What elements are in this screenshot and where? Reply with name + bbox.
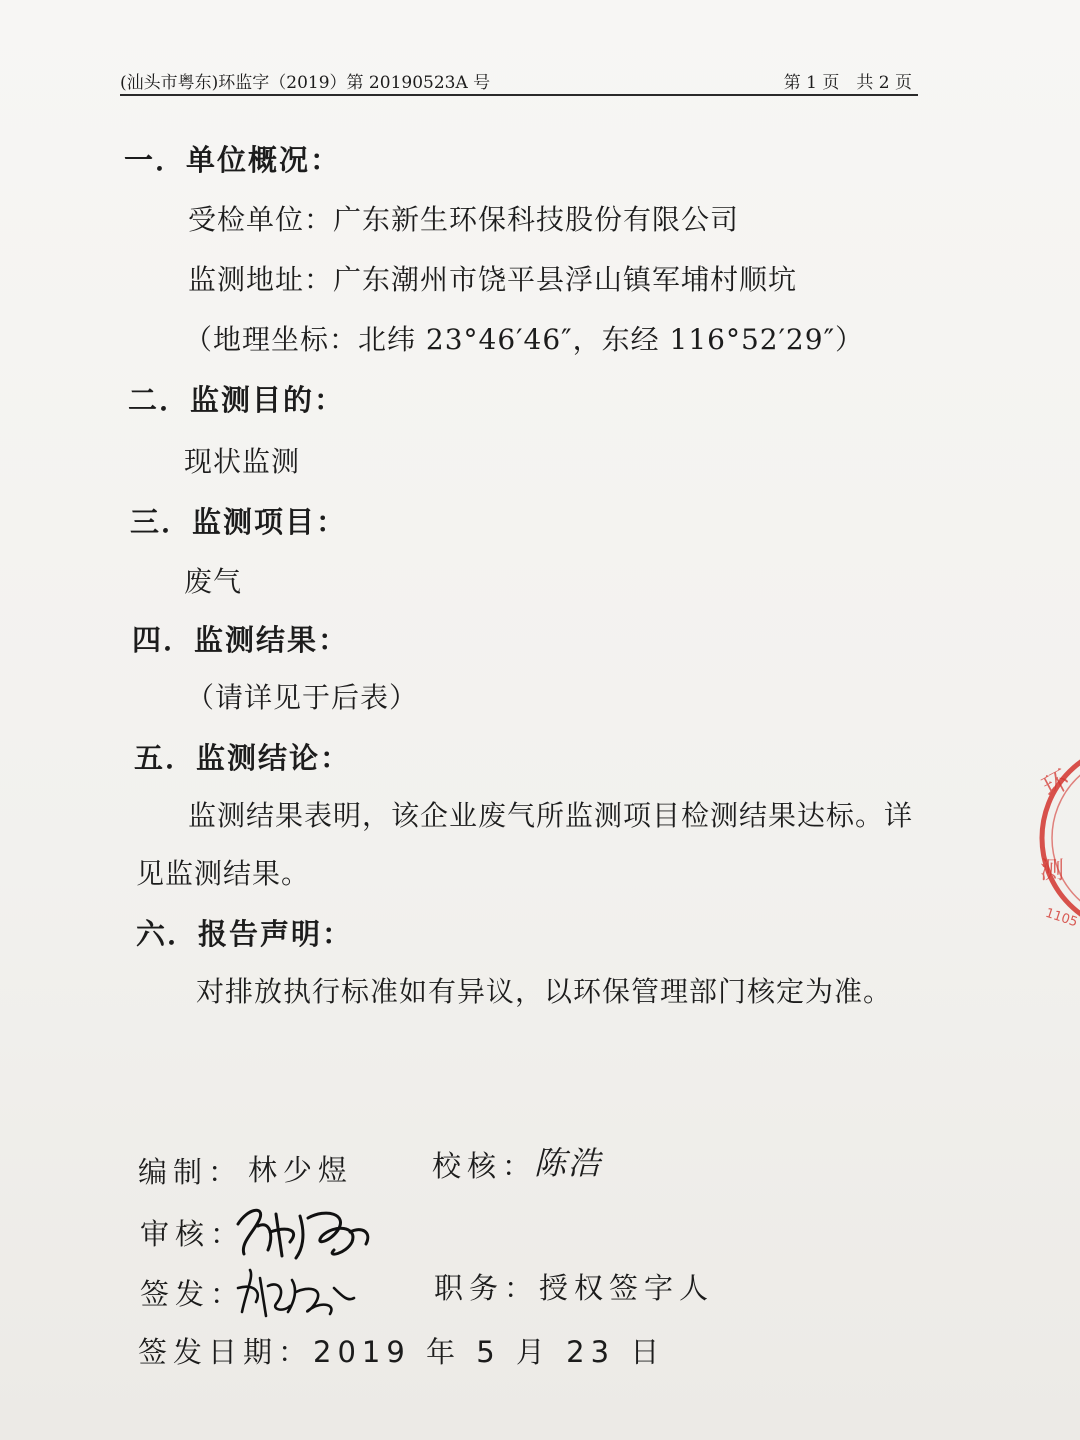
issuer-signature [232, 1262, 362, 1322]
geo-coordinates: （地理坐标：北纬 23°46′46″，东经 116°52′29″） [184, 323, 865, 356]
issuer-label: 签发： [140, 1277, 246, 1311]
reviewer-label: 审核： [140, 1217, 246, 1251]
stamp-number: 1105 [1043, 905, 1080, 931]
inspected-unit: 受检单位：广东新生环保科技股份有限公司 [188, 203, 740, 236]
report-statement: 对排放执行标准如有异议，以环保管理部门核定为准。 [196, 975, 893, 1008]
section-1-title: 一．单位概况： [124, 143, 342, 177]
document-number: (汕头市粤东)环监字（2019）第 20190523A 号 [120, 73, 491, 93]
section-6-title: 六．报告声明： [136, 917, 354, 951]
section-4-title: 四．监测结果： [132, 623, 350, 657]
checker-name: 陈浩 [534, 1144, 603, 1182]
section-2-title: 二．监测目的： [128, 383, 346, 417]
document-header [120, 64, 918, 96]
section-5-title: 五．监测结论： [134, 741, 352, 775]
monitoring-address: 监测地址：广东潮州市饶平县浮山镇军埔村顺坑 [188, 263, 798, 296]
conclusion-line-1: 监测结果表明，该企业废气所监测项目检测结果达标。详 [188, 799, 914, 832]
monitoring-purpose: 现状监测 [184, 445, 301, 478]
monitoring-items: 废气 [184, 565, 243, 598]
monitoring-results-note: （请详见于后表） [186, 681, 419, 714]
issue-date: 签发日期：2019 年 5 月 23 日 [138, 1335, 666, 1369]
position-title: 职务：授权签字人 [434, 1271, 715, 1305]
section-3-title: 三．监测项目： [130, 505, 348, 539]
compiler-label: 编制： [138, 1155, 244, 1189]
page-info: 第 1 页 共 2 页 [783, 73, 912, 93]
checker-label: 校核： [432, 1149, 538, 1183]
compiler-name: 林少煜 [248, 1153, 354, 1187]
reviewer-signature [230, 1196, 380, 1266]
svg-text:环: 环 [1037, 764, 1075, 804]
svg-text:测: 测 [1040, 856, 1064, 884]
conclusion-line-2: 见监测结果。 [136, 857, 311, 890]
official-seal-stamp [1036, 738, 1080, 938]
